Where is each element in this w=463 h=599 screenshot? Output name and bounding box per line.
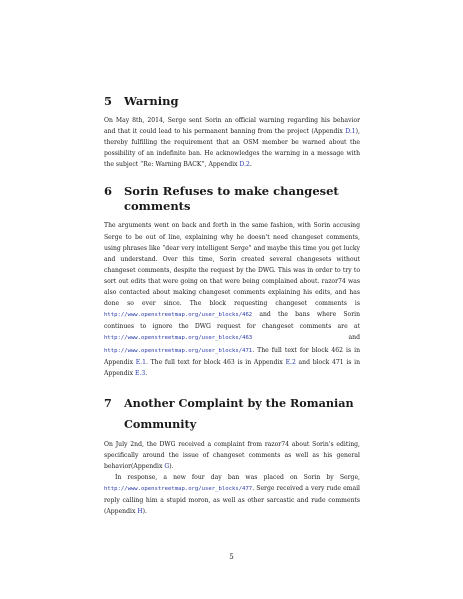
text-run: ), thereby fulfilling the requirement that an OSM member be warned about the possibility of an indefinite ban. He acknowledges the warning in a message with the subject “Re: Warning BACK”, Appendix [104,128,360,169]
text-run: and block 471 is in Appendix [104,358,360,377]
appendix-link[interactable]: E.1 [135,358,146,366]
text-run: and [252,334,360,342]
url-link[interactable]: http://www.openstreetmap.org/user_blocks/477 [104,486,253,493]
paragraph [104,115,360,170]
appendix-link[interactable]: G [164,462,170,470]
section-number: 7 [104,395,112,410]
paragraph [104,472,360,517]
appendix-link[interactable]: D.1 [345,128,356,136]
appendix-link[interactable]: E.3 [134,369,146,377]
section-title: Warning [124,94,179,108]
section-heading [104,393,360,435]
page-content [104,94,360,531]
text-run: . The full text for block 463 is in Appendix [145,358,286,366]
section-changeset-comments [104,184,360,378]
appendix-link[interactable]: E.2 [285,358,296,366]
text-run: ). [169,462,174,470]
section-number: 5 [104,94,113,108]
text-run: ). [142,508,147,516]
text-run: . The full text for block 462 is in Appendix [104,346,360,366]
url-link[interactable]: http://www.openstreetmap.org/user_blocks/471 [104,347,253,354]
text-run: The arguments went on back and forth in the same fashion, with Sorin accusing Serge to be out of line, explaining why he doesn't need changeset comments, using phrases like “dear very intelligent Serge” and maybe this time you get lucky and understand. Over this time, Sorin created several changesets without changeset comments, despite the request by the DWG. This was in order to try to sort out edits that were going on that were being complained about. razor74 was also contacted about making changeset comments explaining his edits, and has done so ever since. The block requesting changeset comments is [104,222,360,308]
section-romanian-complaint [104,393,360,518]
text-run: . Serge received a very rude email reply calling him a stupid moron, as well as other sarcastic and rude comments (Appendix [104,485,360,516]
text-run: . [145,369,148,377]
url-link[interactable]: http://www.openstreetmap.org/user_blocks/463 [104,335,253,342]
appendix-link[interactable]: H [137,508,143,516]
text-run: and the bans where Sorin continues to ignore the DWG request for changeset comments are at [104,311,360,331]
section-title: Another Complaint by the Romanian Community [124,395,354,431]
section-number: 6 [104,184,113,199]
url-link[interactable]: http://www.openstreetmap.org/user_blocks/462 [104,312,253,319]
paragraph [104,220,360,378]
section-heading [104,94,360,109]
text-run: On July 2nd, the DWG received a complaint from razor74 about Sorin's editing, specifically around the issue of changeset comments as well as his general behavior(Appendix [104,440,360,470]
text-run: On May 8th, 2014, Serge sent Sorin an official warning regarding his behavior and that it could lead to his permanent banning from the project (Appendix [104,117,360,136]
text-run: . [249,161,252,169]
appendix-link[interactable]: D.2 [239,161,250,169]
section-heading [104,184,360,214]
section-title: Sorin Refuses to make changeset comments [124,184,339,214]
section-warning [104,94,360,170]
text-run: In response, a new four day ban was placed on Sorin by Serge, [115,474,360,482]
paragraph [104,439,360,472]
page-number: 5 [229,553,234,561]
